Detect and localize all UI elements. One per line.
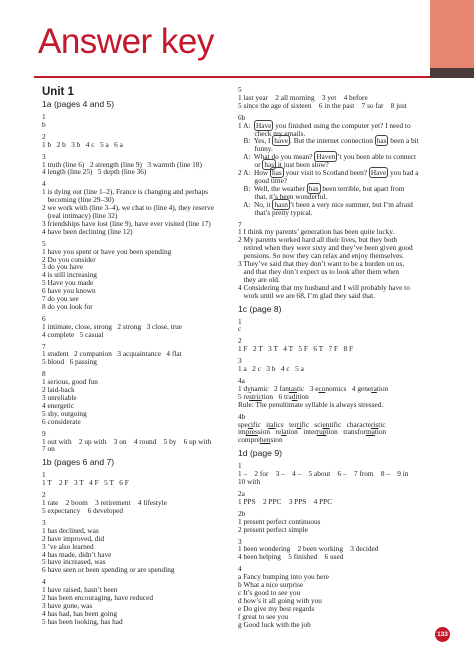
- answer-line: 7: [238, 219, 242, 229]
- answer-line: 3 unreliable: [42, 393, 77, 402]
- answer-line: 2 My parents worked hard all their lives, but they both: [238, 235, 398, 245]
- answer-line: 5 expectancy 6 developed: [42, 505, 124, 515]
- answer-line: 5 has been looking, has had: [42, 616, 123, 626]
- answer-line: 1 I think my parents’ generation has been quite lucky.: [238, 227, 395, 237]
- answer-line: 1 last year 2 all morning 3 yet 4 before: [238, 92, 368, 102]
- unit-heading: Unit 1: [42, 86, 74, 98]
- answer-line: 4 Considering that my husband and I will probably have to: [238, 282, 410, 292]
- answer-line: 1: [42, 470, 46, 480]
- answer-line: and that they don’t expect us to look after them when: [238, 266, 399, 276]
- answer-line: 4a: [238, 376, 245, 385]
- answer-line: 1 been wondering 2 been working 3 decided: [238, 544, 379, 554]
- answer-line: check my emails.: [238, 128, 306, 138]
- left-column: [42, 86, 232, 626]
- answer-line: 1 PPS 2 PPC 3 PPS 4 PPC: [238, 496, 333, 506]
- answer-line: 1 T 2 F 3 T 4 F 5 T 6 F: [42, 478, 129, 488]
- answer-line: g Good luck with the job: [238, 619, 311, 629]
- answer-line: 3 have gone, was: [42, 600, 93, 610]
- answer-line: 6 considerate: [42, 416, 81, 426]
- answer-line: comprehension: [238, 435, 283, 445]
- answer-line: impression relation interruption transformation: [238, 427, 387, 437]
- answer-line: 7: [42, 341, 46, 351]
- answer-line: 4: [238, 564, 242, 574]
- answer-line: 1 have raised, hasn’t been: [42, 585, 118, 595]
- answer-line: b: [42, 119, 46, 129]
- answer-line: they are old.: [238, 274, 280, 284]
- answer-line: 5 since the age of sixteen 6 in the past 7 so far 8 just: [238, 100, 407, 110]
- answer-line: 3 friendships have lost (line 9), have ever visited (line 17): [42, 218, 211, 228]
- answer-line: f great to see you: [238, 611, 289, 621]
- answer-line: 5: [238, 85, 242, 94]
- answer-line: 7 on: [42, 444, 55, 454]
- answer-line: c It’s good to see you: [238, 587, 301, 597]
- answer-line: 2: [238, 336, 242, 346]
- answer-line: 2b: [238, 508, 246, 518]
- answer-line: specific italics terrific scientific characteristic: [238, 419, 386, 429]
- answer-line: 1 student 2 companion 3 acquaintance 4 flat: [42, 349, 182, 359]
- answer-line: funny.: [238, 144, 273, 154]
- answer-line: 5 shy, outgoing: [42, 408, 87, 418]
- section-heading: 1a (pages 4 and 5): [42, 99, 115, 109]
- answer-line: 1 intimate, close, strong 2 strong 3 close, true: [42, 321, 183, 331]
- answer-line: 10 with: [238, 477, 261, 487]
- answer-line: (real intimacy) (line 32): [42, 210, 118, 220]
- answer-line: 2 A: How has your visit to Scotland been? Have you had a: [238, 168, 419, 178]
- answer-line: 1 have you spent or have you been spending: [42, 246, 172, 256]
- answer-line: 6: [42, 313, 46, 323]
- answer-line: 3: [42, 517, 46, 527]
- answer-line: b What a nice surprise: [238, 580, 304, 590]
- answer-line: 3 ’ve also learned: [42, 541, 94, 551]
- answer-line: 2 Do you consider: [42, 254, 96, 264]
- answer-line: 1 F 2 T 3 T 4 T 5 F 6 T 7 F 8 F: [238, 344, 354, 354]
- answer-line: that, it’s been wonderful.: [238, 191, 328, 201]
- title-rule: [34, 76, 430, 78]
- answer-line: 4 is still increasing: [42, 270, 97, 280]
- answer-line: 5 have increased, was: [42, 557, 106, 567]
- answer-line: 1 has declined, was: [42, 525, 99, 535]
- answer-line: d how’s it all going with you: [238, 595, 322, 605]
- answer-line: 5 blood 6 passing: [42, 357, 97, 367]
- answer-line: 1 rate 2 boom 3 retirement 4 lifestyle: [42, 498, 167, 508]
- answer-line: 4 been helping 5 finished 6 used: [238, 552, 344, 562]
- answer-line: 4 complete 5 casual: [42, 329, 104, 339]
- corner-accent-block: [430, 0, 474, 68]
- answer-line: becoming (line 29–30): [42, 195, 114, 205]
- section-heading: 1b (pages 6 and 7): [42, 457, 115, 468]
- answer-line: 4 have been declining (line 12): [42, 226, 133, 236]
- answer-line: 6 have you known: [42, 286, 96, 296]
- answer-line: 4: [42, 577, 46, 587]
- section-heading: 1c (page 8): [238, 303, 282, 314]
- answer-line: 1 is dying out (line 1–2), France is changing and perhaps: [42, 187, 208, 197]
- answer-line: 3: [238, 536, 242, 546]
- answer-line: 4 has had, has been going: [42, 608, 117, 618]
- answer-line: 2: [42, 131, 46, 141]
- answer-line: or has it just been slow?: [238, 160, 329, 170]
- corner-accent-band: [430, 68, 474, 78]
- answer-line: 4: [42, 179, 46, 189]
- answer-line: 1 dynamic 2 fantastic 3 economics 4 generation: [238, 383, 389, 393]
- answer-line: 1: [42, 112, 46, 121]
- right-column: [238, 86, 428, 628]
- answer-line: good time?: [238, 175, 288, 185]
- answer-line: 4 has made, didn’t have: [42, 549, 112, 559]
- answer-line: 3 They’ve said that they don’t want to be a burden on us,: [238, 259, 405, 269]
- answer-line: 1: [238, 461, 242, 471]
- answer-line: A: No, it hasn ’t been a very nice summer, but I’m afraid: [238, 199, 413, 209]
- answer-line: 5 Have you made: [42, 278, 94, 288]
- answer-line: 1 out with 2 up with 3 on 4 round 5 by 6 up with: [42, 436, 212, 446]
- answer-line: 1 serious, good fun: [42, 377, 98, 387]
- answer-line: retired when they were sixty and they’ve been given good: [238, 243, 413, 253]
- answer-line: 4b: [238, 411, 246, 421]
- answer-line: 2: [42, 490, 46, 500]
- answer-line: 2 laid-back: [42, 385, 75, 395]
- answer-line: 2 we work with (line 3–4), we chat to (line 4), they reserve: [42, 203, 214, 213]
- page-title: Answer key: [38, 22, 214, 61]
- answer-line: 1 A: Have you finished using the computer yet? I need to: [238, 120, 411, 130]
- answer-line: 4 energetic: [42, 400, 75, 410]
- answer-line: 2 has been encouraging, have reduced: [42, 593, 154, 603]
- page-number-badge: 133: [435, 627, 450, 642]
- answer-line: a Fancy bumping into you here: [238, 572, 329, 582]
- answer-line: 2a: [238, 488, 245, 498]
- answer-line: 9: [42, 428, 46, 438]
- section-heading: 1d (page 9): [238, 448, 282, 459]
- answer-line: 1 a 2 c 3 b 4 c 5 a: [238, 364, 304, 374]
- answer-line: 2 have improved, did: [42, 533, 105, 543]
- answer-line: Rule: The penultimate syllable is always stressed.: [238, 399, 384, 409]
- answer-line: e Do give my best regards: [238, 603, 315, 613]
- answer-line: A: What do you mean? Haven ’t you been able to connect: [238, 152, 416, 162]
- answer-line: 1 present perfect continuous: [238, 516, 321, 526]
- answer-line: c: [238, 324, 242, 334]
- answer-line: pensions. So now they can relax and enjoy themselves.: [238, 251, 404, 261]
- answer-line: 1 – 2 for 3 – 4 – 5 about 6 – 7 from 8 – 9 in: [238, 469, 409, 479]
- answer-line: 1: [238, 316, 242, 326]
- answer-line: 8: [42, 369, 46, 379]
- answer-line: 1 truth (line 6) 2 strength (line 9) 3 warmth (line 18): [42, 159, 202, 169]
- answer-line: 3 do you have: [42, 262, 84, 272]
- answer-line: B: Yes, I have . But the internet connection has been a bit: [238, 136, 419, 146]
- answer-line: that’s pretty typical.: [238, 207, 313, 217]
- answer-line: 5: [42, 238, 46, 248]
- answer-line: 3: [42, 151, 46, 161]
- answer-line: B: Well, the weather has been terrible, but apart from: [238, 183, 405, 193]
- answer-line: work until we are 68, I’m glad they said that.: [238, 290, 375, 300]
- answer-line: 8 do you look for: [42, 301, 93, 311]
- answer-line: 4 length (line 25) 5 depth (line 36): [42, 167, 147, 177]
- answer-line: 5 restriction 6 tradition: [238, 391, 309, 401]
- answer-line: 6b: [238, 112, 246, 122]
- answer-line: 1 b 2 b 3 b 4 c 5 a 6 a: [42, 139, 123, 149]
- answer-line: 3: [238, 356, 242, 366]
- answer-line: 7 do you see: [42, 294, 79, 304]
- answer-line: 6 have seen or been spending or are spending: [42, 565, 175, 575]
- answer-line: 2 present perfect simple: [238, 524, 308, 534]
